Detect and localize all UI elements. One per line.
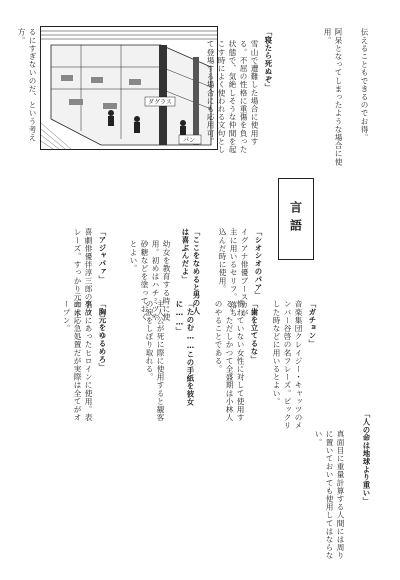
row1-col1-text: るにすぎないのだ、という考え方。 [17,28,37,142]
body-ajapaa: 喜劇俳優伴淳三郎の名フレーズ。すっかり元の木 [73,228,93,318]
heading-munemoto: 「胸元をゆるめろ」 [98,300,107,372]
heading-shioshio: 「シオシオのパア」 [254,228,263,300]
row1-col7-text: 阿呆となってしまったような場合に使用。 [323,28,343,166]
illustration-sign-2: パン [183,137,196,144]
heading-gachon: 「ガチョン」 [308,300,317,348]
body-inochi: 真面目に重量計算する人間には周りに置いておいても使用してはならない。 [314,430,345,560]
body-gachon: 音楽集団クレイジー・キャッツのメンバー谷啓の名フレーズ。ビックリした時などに用いるとよい。 [272,300,303,430]
heading-inochi: 「人の命は地球より重い」 [362,410,371,505]
body-tanomu: 主人公が死に際に使用すると観客の涙をしぼり取れる。 [145,300,165,422]
row1-heading-yuki: 「寝たら死ぬぞ」 [264,28,273,92]
body-shioshio: イグアナ俳優ブースカが主に用いるセリフ。落ち込んだ時に使用。 [218,228,249,318]
heading-ha: 「歯を立てるな」 [250,300,259,364]
heading-ajapaa: 「アジャパァ」 [98,228,107,284]
heading-kokowo: 「ここをなめると男の人は喜ぶんだよ」 [181,228,201,315]
section-title-box [278,178,314,260]
body-munemoto: 事故にあったヒロインに使用。表面は応急処置だが実際は全てがオープン。 [62,300,93,422]
body-kokowo: 幼女を教育する時に使用。初めはハチミツや砂糖などを塗っておくとよい。 [129,240,171,321]
row1-col8-text: 伝えることもできるのでお得。 [360,28,369,142]
heading-tanomu: 「たのむ……この手紙を彼女に……」 [175,300,195,406]
section-title: 言語 [288,201,303,237]
body-ha: 慣れていない女性に対して使用する。ただしかつて全盛期は小林人のやることである。 [214,300,245,422]
manga-illustration [40,26,218,150]
row1-body-yuki: 雪山で遭難した場合に使用する。不屈の性格に重傷を負った状態で、気絶しそうな仲間を起こす時によく使われる文句として登場する場合にも応用可。 [206,40,259,154]
illustration-sign-1: ダグラス [148,99,172,106]
